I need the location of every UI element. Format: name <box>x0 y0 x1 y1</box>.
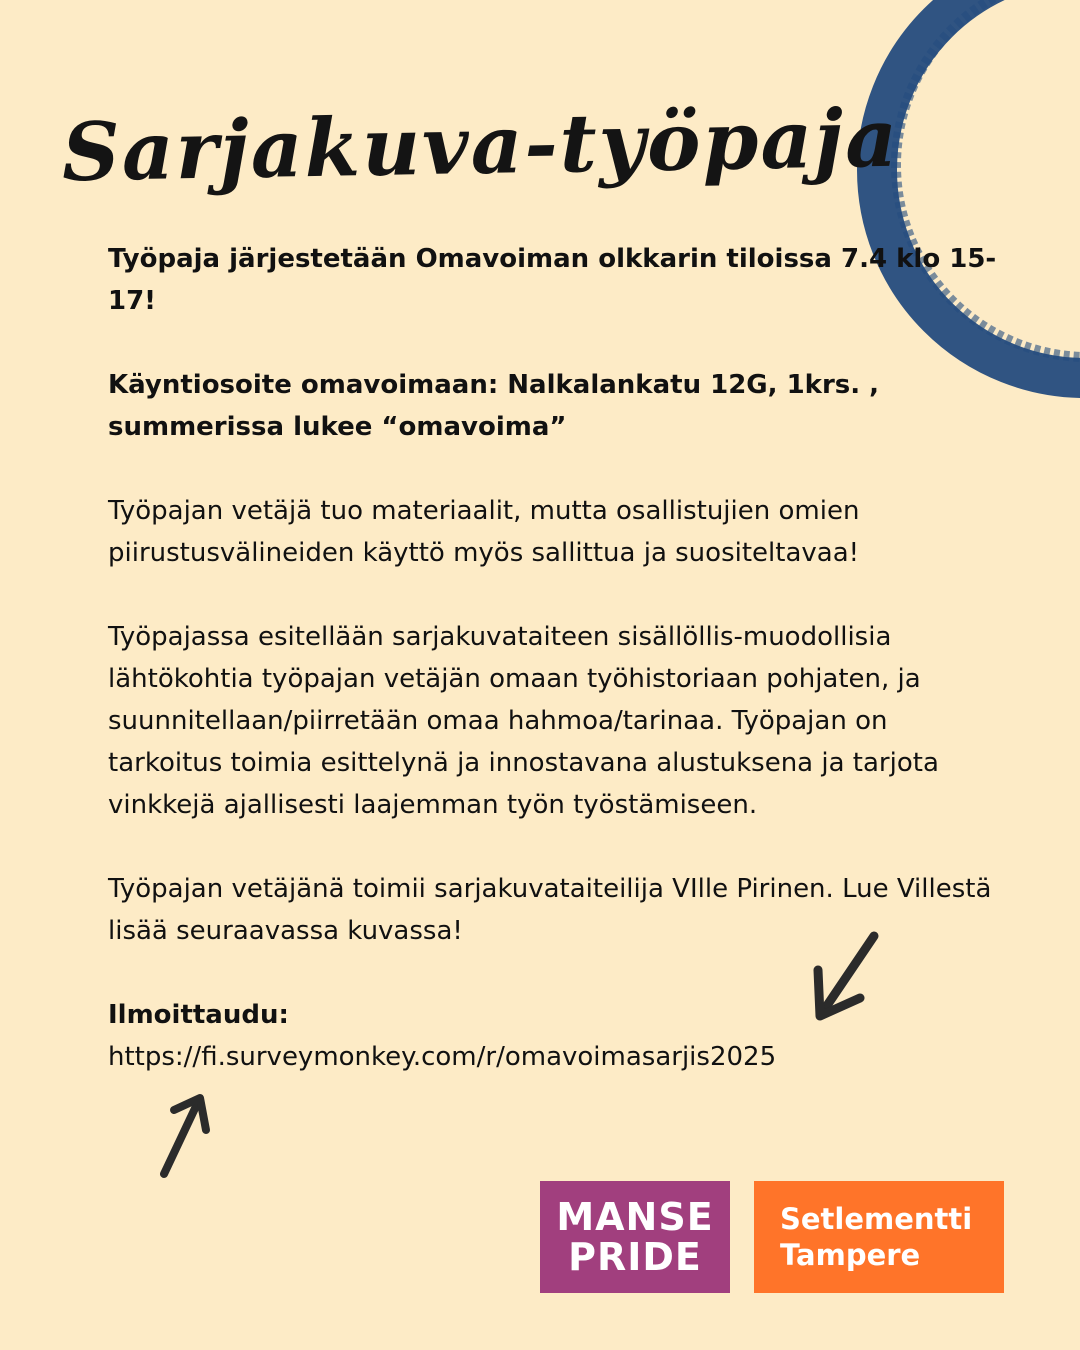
setlementti-logo-line2: Tampere <box>780 1238 921 1272</box>
setlementti-tampere-logo <box>754 1181 1004 1293</box>
arrow-up-right-icon <box>150 1088 220 1183</box>
description-paragraph: Työpajassa esitellään sarjakuvataiteen sisällöllis-muodollisia lähtökohtia työpajan vetäjän omaan työhistoriaan pohjaten, ja suunnitellaan/piirretään omaa hahmoa/tarinaa. Työpajan on tarkoitus toimia esittelynä ja innostavana alustuksena ja tarjota vinkkejä ajallisesti laajemman työn työstämiseen. <box>108 622 939 820</box>
materials-paragraph: Työpajan vetäjä tuo materiaalit, mutta osallistujien omien piirustusvälineiden käyttö myös sallittua ja suositeltavaa! <box>108 496 860 568</box>
signup-link[interactable]: https://fi.surveymonkey.com/r/omavoimasarjis2025 <box>108 1042 777 1072</box>
manse-pride-logo-line2: PRIDE <box>568 1235 702 1279</box>
main-content <box>108 238 1008 1078</box>
manse-pride-logo-line1: MANSE <box>556 1195 714 1239</box>
leader-paragraph: Työpajan vetäjänä toimii sarjakuvataiteilija VIlle Pirinen. Lue Villestä lisää seuraavassa kuvassa! <box>108 874 992 946</box>
address-paragraph: Käyntiosoite omavoimaan: Nalkalankatu 12G, 1krs. , summerissa lukee “omavoima” <box>108 370 880 442</box>
setlementti-logo-line1: Setlementti <box>780 1202 973 1236</box>
signup-label: Ilmoittaudu: <box>108 1000 289 1030</box>
page-title: Sarjakuva-työpaja <box>61 90 900 200</box>
location-paragraph: Työpaja järjestetään Omavoiman olkkarin tiloissa 7.4 klo 15-17! <box>108 244 997 316</box>
manse-pride-logo <box>540 1181 730 1293</box>
